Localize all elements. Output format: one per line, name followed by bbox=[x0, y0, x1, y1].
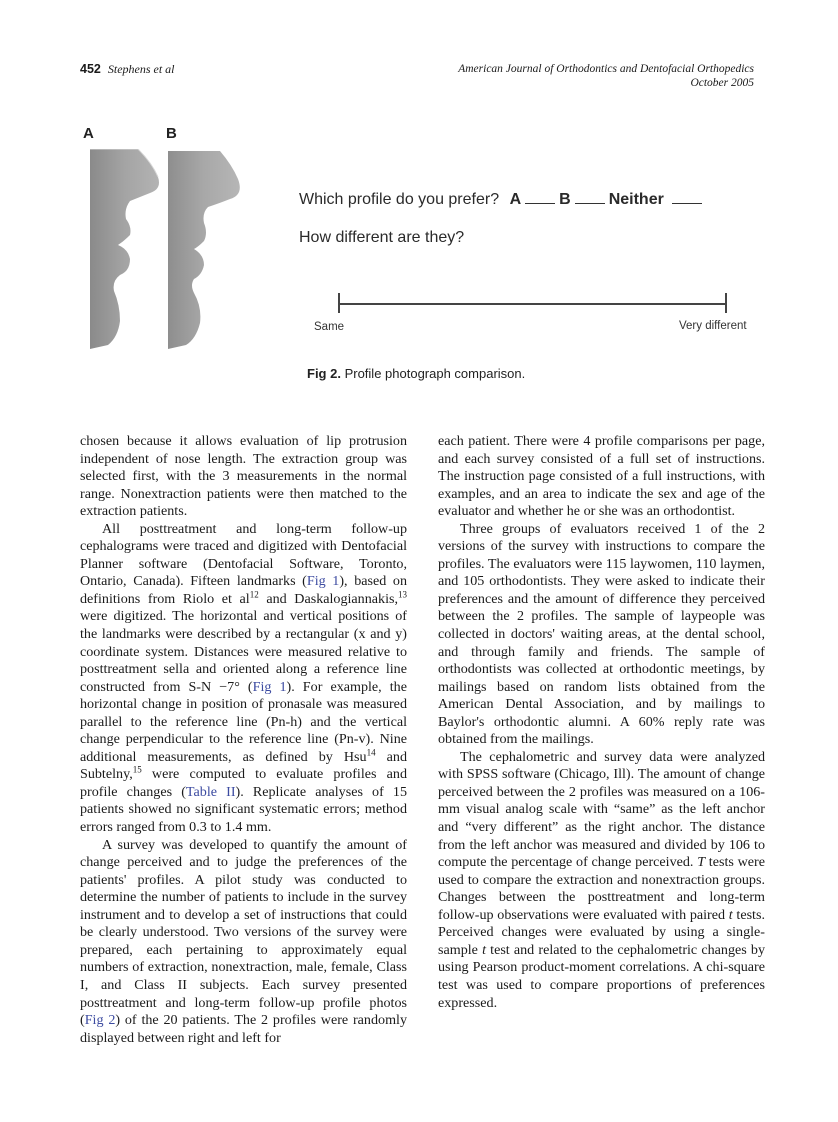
italic-text: t bbox=[728, 906, 733, 923]
body-text: ) of the 20 patients. The 2 profiles were randomly displayed between right and left for bbox=[80, 1012, 408, 1046]
figure-caption bbox=[307, 366, 525, 381]
photo-label-a: A bbox=[83, 125, 94, 142]
body-text: ). For example, the horizontal change in position of pronasale was measured parallel to the reference line (Pn-h) and the vertical change perpendicular to the reference line (Pn-v). Nine additional measurements, as defined by Hsu bbox=[80, 678, 407, 765]
figure-caption-text: Profile photograph comparison. bbox=[344, 366, 526, 381]
cross-reference-link[interactable]: Table II bbox=[185, 783, 236, 800]
cross-reference-link[interactable]: Fig 2 bbox=[84, 1012, 116, 1029]
page-number: 452 bbox=[80, 62, 101, 76]
option-neither-blank[interactable] bbox=[672, 189, 702, 204]
body-text: A survey was developed to quantify the amount of change perceived and to judge the preferences of the patients' profiles. A pilot study was conducted to determine the number of patients to include in the survey instrument and to develop a set of instructions that could be clearly understood. Two versions of the survey were prepared, each pertaining to approximately equal numbers of extraction, nonextraction, male, female, Class I, and Class II subjects. Each survey presented posttreatment and long-term follow-up profile photos ( bbox=[80, 836, 407, 1029]
body-text: ), based on definitions from Riolo et al bbox=[80, 573, 408, 607]
body-text: were computed to evaluate profiles and profile changes ( bbox=[80, 766, 407, 800]
cross-reference-link[interactable]: Fig 1 bbox=[252, 678, 287, 695]
body-paragraph bbox=[438, 749, 765, 1012]
body-text: The cephalometric and survey data were analyzed with SPSS software (Chicago, Ill). The amount of change perceived between the 2 profiles was measured on a 106-mm visual analog scale with “same” as the left anchor and “very different” as the right anchor. The distance from the left anchor was measured and divided by 106 to compute the percentage of change perceived. bbox=[438, 748, 765, 871]
scale-right-anchor-label: Very different bbox=[679, 320, 747, 332]
figure-number: Fig 2. bbox=[307, 366, 341, 381]
reference-superscript[interactable]: 15 bbox=[132, 764, 142, 775]
profile-photo-a-image bbox=[90, 149, 160, 351]
body-text: Three groups of evaluators received 1 of the 2 versions of the survey with instructions to compare the profiles. The evaluators were 115 laywomen, 110 laymen, and 105 orthodontists. They were asked to indicate their preferences and the amount of difference they perceived between the 2 profiles. The sample of laypeople was collected in doctors' waiting areas, at the dental school, and through family and friends. The sample of orthodontists was collected at orthodontic meetings, by mailings based on random lists obtained from the American Dental Association, and by mailings to Baylor's orthodontic alumni. A 60% reply rate was obtained from the mailings. bbox=[438, 520, 765, 748]
body-text: were digitized. The horizontal and vertical positions of the landmarks were described by a rectangular (x and y) coordinate system. Distances were measured relative to posttreatment sella and oriented along a reference line constructed from S-N −7° ( bbox=[80, 608, 407, 695]
italic-text: t bbox=[482, 941, 486, 958]
left-column bbox=[80, 433, 407, 1047]
body-text: ). Replicate analyses of 15 patients showed no significant systematic errors; method errors ranged from 0.3 to 1.4 mm. bbox=[80, 783, 408, 836]
difference-question: How different are they? bbox=[299, 229, 465, 246]
reference-superscript[interactable]: 12 bbox=[249, 589, 259, 600]
body-paragraph bbox=[438, 521, 765, 749]
running-head bbox=[80, 62, 754, 94]
photo-label-b: B bbox=[166, 125, 177, 142]
option-a-blank[interactable] bbox=[525, 189, 555, 204]
italic-text: T bbox=[697, 854, 706, 871]
journal-title: American Journal of Orthodontics and Dentofacial Orthopedics bbox=[458, 63, 754, 75]
preference-question bbox=[299, 189, 706, 209]
scale-line[interactable] bbox=[339, 303, 726, 305]
running-head-right bbox=[458, 62, 754, 90]
figure-2 bbox=[80, 125, 760, 395]
scale-left-anchor-label: Same bbox=[314, 321, 345, 333]
body-text: tests. Perceived changes were evaluated by using a single-sample bbox=[438, 906, 765, 958]
body-paragraph bbox=[80, 433, 407, 521]
body-text: each patient. There were 4 profile comparisons per page, and each survey consisted of a full set of instructions. The instruction page consisted of a full instructions, with examples, and an area to indicate the sex and age of the evaluator and whether he or she was an orthodontist. bbox=[438, 433, 765, 520]
issue-date: October 2005 bbox=[690, 77, 754, 89]
preference-question-text: Which profile do you prefer? bbox=[299, 191, 500, 208]
body-text: test and related to the cephalometric changes by using Pearson product-moment correlations. A chi-square test was used to compare proportions of preferences expressed. bbox=[438, 941, 765, 1011]
cross-reference-link[interactable]: Fig 1 bbox=[306, 573, 340, 590]
option-b-blank[interactable] bbox=[575, 189, 605, 204]
option-a-label: A bbox=[509, 191, 522, 208]
body-paragraph bbox=[438, 433, 765, 521]
body-text: and Daskalogiannakis, bbox=[258, 590, 398, 607]
running-head-left bbox=[80, 62, 175, 77]
running-head-authors: Stephens et al bbox=[107, 62, 175, 76]
profile-photo-b-image bbox=[168, 151, 248, 351]
option-neither-label: Neither bbox=[608, 191, 664, 208]
body-text: tests were used to compare the extraction and nonextraction groups. Changes between the posttreatment and long-term follow-up observations were evaluated with paired bbox=[438, 854, 765, 923]
body-text: chosen because it allows evaluation of lip protrusion independent of nose length. The extraction group was selected first, with the 3 measurements in the normal range. Nonextraction patients were then matched to the extraction patients. bbox=[80, 433, 407, 520]
body-text: and Subtelny, bbox=[80, 748, 407, 783]
reference-superscript[interactable]: 13 bbox=[398, 589, 407, 600]
reference-superscript[interactable]: 14 bbox=[366, 747, 376, 758]
body-paragraph bbox=[80, 521, 407, 837]
scale-right-tick bbox=[725, 293, 727, 313]
option-b-label: B bbox=[559, 191, 571, 208]
body-text: All posttreatment and long-term follow-up cephalograms were traced and digitized with Dentofacial Planner software (Dentofacial Software, Toronto, Ontario, Canada). Fifteen landmarks ( bbox=[80, 520, 407, 590]
right-column bbox=[438, 433, 765, 1012]
body-paragraph bbox=[80, 837, 407, 1048]
